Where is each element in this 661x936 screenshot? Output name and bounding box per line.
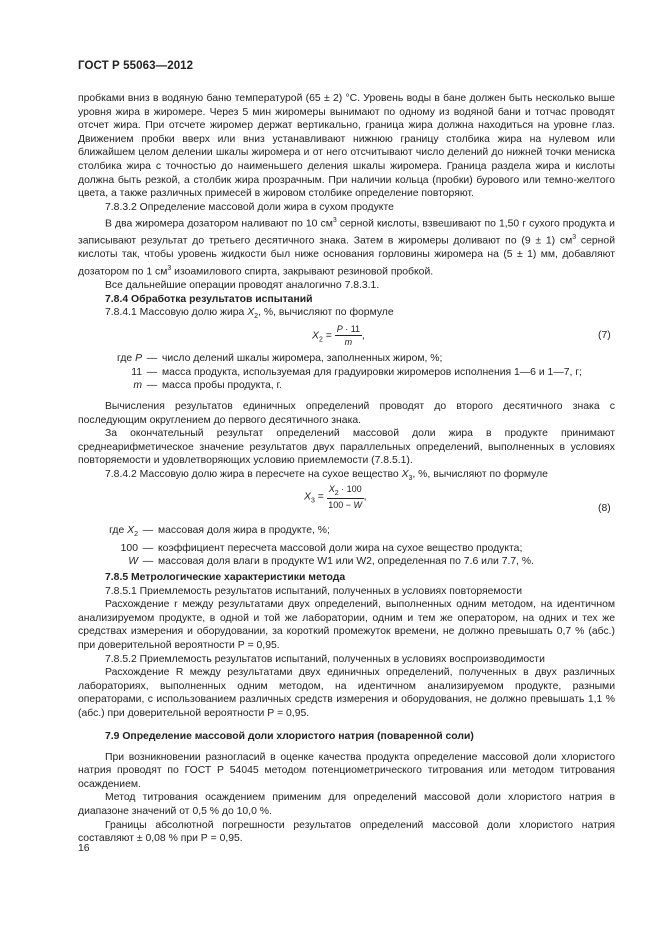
paragraph: пробками вниз в водяную баню температурой (65 ± 2) °С. Уровень воды в бане должен быть несколько выше уровня жира в жиромере. Через 5 мин жиромеры вынимают по одному из водяной бани и тотчас проводят отсчет жира. При отсчете жиромер держат вертикально, граница жира должна находиться на уровне глаз. Движением пробки вверх или вниз устанавливают нижнюю границу столбика жира на нулевом или ближайшем целом делении шкалы жиромера и от него отсчитывают число делений до нижней точки мениска столбика жира с точностью до наименьшего деления шкалы жиромера. Граница раздела жира и кислоты должна быть резкой, а столбик жира прозрачным. При наличии кольца (пробки) бурового или темно-желтого цвета, а также различных примесей в жировом столбике определение повторяют.: [78, 93, 615, 200]
formula-7: $X_2$ = $\frac{P \cdot 11}{m}$ ,: [312, 324, 365, 347]
text-block-1: [78, 92, 615, 324]
paragraph: Все дальнейшие операции проводят аналогично 7.8.3.1.: [105, 280, 380, 292]
section-heading-7832: 7.8.3.2 Определение массовой доли жира в сухом продукте: [105, 201, 394, 213]
legend-row: 11 — масса продукта, используемая для градуировки жиромеров исполнения 1—6 и 1—7, г;: [131, 366, 582, 378]
paragraph: 7.8.5.2 Приемлемость результатов испытаний, полученных в условиях воспроизводимости: [105, 653, 545, 665]
equation-number-8: (8): [598, 503, 611, 514]
paragraph: Вычисления результатов единичных определений проводят до второго десятичного знака с последующим округлением до первого десятичного знака.: [78, 401, 615, 426]
text-block-4: [78, 730, 615, 846]
paragraph: При возникновении разногласий в оценке качества продукта определение массовой доли хлористого натрия проводят по ГОСТ Р 54045 методом потенциометрического титрования или методом титрования осаждением.: [78, 751, 615, 790]
paragraph: 7.8.5.1 Приемлемость результатов испытаний, полученных в условиях повторяемости: [105, 585, 523, 597]
legend-row: W — массовая доля влаги в продукте W1 или W2, определенная по 7.6 или 7.7, %.: [128, 556, 535, 568]
legend-row: m — масса пробы продукта, г.: [133, 380, 282, 392]
equation-number-7: (7): [598, 330, 611, 341]
legend-row: 100 — коэффициент пересчета массовой доли жира на сухое вещество продукта;: [120, 542, 523, 554]
formula-8: $X_3$ = $\frac{X_2 \cdot 100}{100 - W}$ ,: [304, 484, 367, 510]
formula-8-legend: [78, 524, 615, 569]
section-heading-79: 7.9 Определение массовой доли хлористого натрия (поваренной соли): [105, 731, 474, 742]
paragraph: За окончательный результат определений массовой доли жира в продукте принимают среднеарифметическое значение результатов двух параллельных определений, выполненных в условиях повторяемости и удовлетворяющих условию приемлемости (7.8.5.1).: [78, 428, 615, 467]
legend-row: где $X_2$ — массовая доля жира в продукте, %;: [109, 525, 330, 539]
paragraph: Расхождение R между результатами двух единичных определений, полученных в двух различных лабораториях, выполненных одним методом, на идентичном анализируемом продукте, разными операторами, с использованием различных средств измерения и оборудования, не должно превышать 1,1 % (абс.) при доверительной вероятности Р = 0,95.: [78, 667, 615, 719]
paragraph: Метод титрования осаждением применим для определений массовой доли хлористого натрия в диапазоне значений от 0,5 % до 10,0 %.: [78, 792, 615, 817]
section-heading-784: 7.8.4 Обработка результатов испытаний: [105, 293, 313, 305]
paragraph: 7.8.4.2 Массовую долю жира в пересчете на сухое вещество $X_3$, %, вычисляют по формуле: [105, 468, 548, 483]
paragraph: 7.8.4.1 Массовую долю жира $X_2$, %, вычисляют по формуле: [105, 307, 394, 321]
formula-7-legend: [78, 352, 615, 393]
paragraph: В два жиромера дозатором наливают по 10 $см^3$ серной кислоты, взвешивают по 1,50 г сухого продукта и записывают результат до третьего десятичного знака. Затем в жиромеры доливают по (9 ± 1) $см^3$ серной кислоты так, чтобы уровень жидкости был ниже основания горловины жиромера на (5 ± 1) мм, добавляют дозатором по 1 $см^3$ изоамилового спирта, закрывают резиновой пробкой.: [78, 217, 615, 278]
section-heading-785: 7.8.5 Метрологические характеристики метода: [105, 572, 346, 583]
legend-row: где P — число делений шкалы жиромера, заполненных жиром, %;: [117, 353, 443, 364]
page-number: 16: [78, 843, 90, 854]
text-block-3: [78, 571, 615, 721]
paragraph: Расхождение r между результатами двух определений, выполненных одним методом, на идентичном анализируемом продукте, в одной и той же лаборатории, одним и тем же оператором, на одних и тех же средствах измерения и оборудовании, за короткий промежуток времени, не должно превышать 0,7 % (абс.) при доверительной вероятности Р = 0,95.: [78, 599, 615, 651]
text-block-2: [78, 400, 615, 486]
document-header: ГОСТ Р 55063—2012: [78, 60, 194, 72]
paragraph: Границы абсолютной погрешности результатов определений массовой доли хлористого натрия составляют ± 0,08 % при Р = 0,95.: [78, 819, 615, 845]
